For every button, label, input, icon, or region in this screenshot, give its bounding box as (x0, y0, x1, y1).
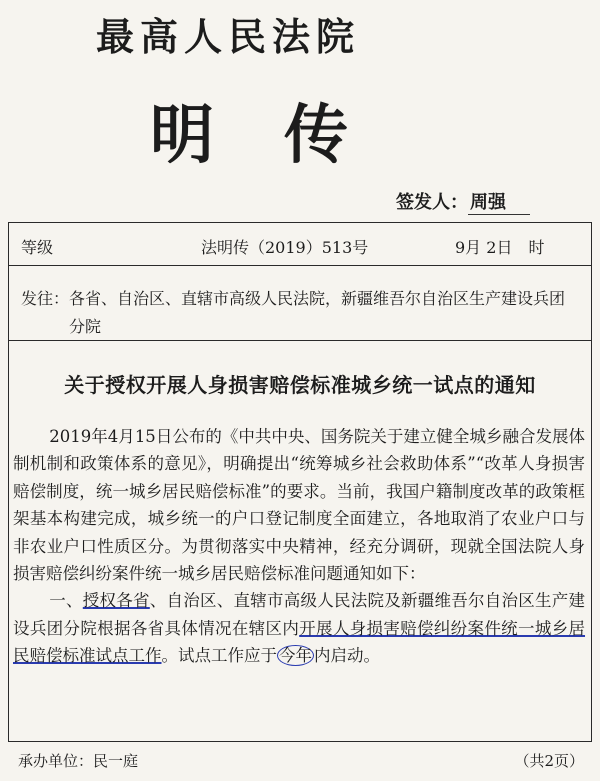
page-count: （共2页） (514, 752, 584, 770)
para2-tail-1: 。试点工作应于 (161, 646, 277, 666)
underlined-authorize: 授权各省 (82, 591, 150, 611)
document-type: 明传 (150, 98, 418, 173)
distribution-text: 各省、自治区、直辖市高级人民法院，新疆维吾尔自治区生产建设兵团分院 (69, 289, 566, 336)
signer-label: 签发人： (396, 192, 468, 213)
document-number: 法明传（2019）513号 (201, 238, 369, 257)
signer (396, 188, 530, 215)
document-frame (8, 222, 592, 742)
para2-mid: 、自治区、直辖市高级人民法院及新疆维吾尔自治区生产建设兵团分院根据各省具体情况在辖区内 (13, 591, 586, 638)
date-time: 9月 2日 时 (455, 238, 545, 257)
notice-body (13, 423, 585, 670)
circled-this-year: 今年 (279, 646, 312, 666)
court-name: 最高人民法院 (96, 14, 361, 59)
para2-tail-2: 内启动。 (314, 646, 380, 666)
signer-name: 周强 (468, 188, 530, 215)
distribution (9, 265, 591, 341)
paragraph-2 (13, 587, 585, 669)
handling-unit: 承办单位：民一庭 (18, 752, 139, 770)
meta-row (9, 223, 591, 266)
grade-label: 等级 (21, 238, 54, 257)
notice-title: 关于授权开展人身损害赔偿标准城乡统一试点的通知 (64, 373, 536, 397)
para2-lead: 一、 (49, 591, 83, 611)
paragraph-1: 2019年4月15日公布的《中共中央、国务院关于建立健全城乡融合发展体制机制和政策体系的意见》，明确提出“统筹城乡社会救助体系”“改革人身损害赔偿制度，统一城乡居民赔偿标准”的要求。当前，我国户籍制度改革的政策框架基本构建完成，城乡统一的户口登记制度全面建立，各地取消了农业户口与非农业户口性质区分。为贯彻落实中央精神，经充分调研，现就全国法院人身损害赔偿纠纷案件统一城乡居民赔偿标准问题通知如下： (13, 427, 585, 584)
underlined-pilot-work: 开展人身损害赔偿纠纷案件统一城乡居民赔偿标准试点工作 (13, 618, 586, 666)
distribution-label: 发往： (21, 289, 70, 308)
